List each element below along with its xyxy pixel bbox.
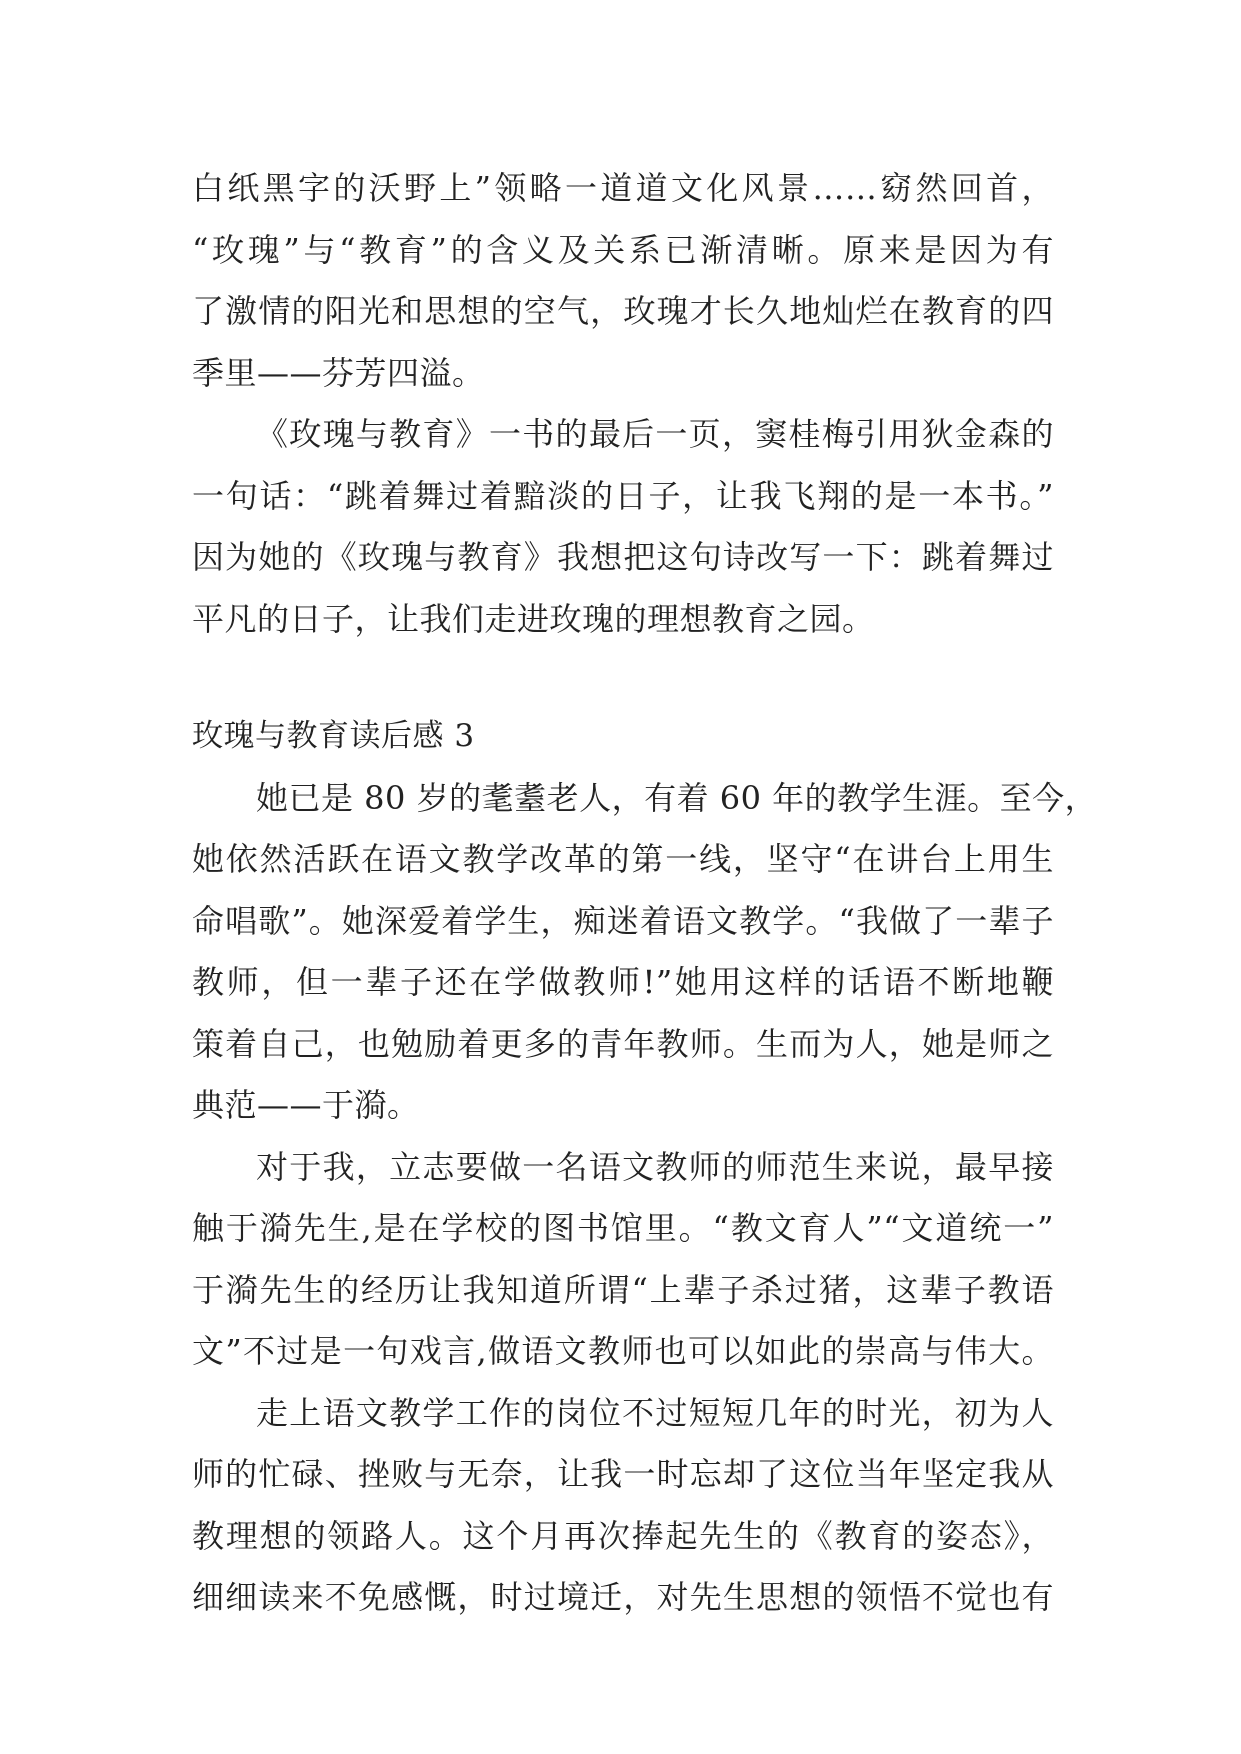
document-page xyxy=(192,158,1098,1629)
text-line: 走上语文教学工作的岗位不过短短几年的时光，初为人 xyxy=(256,1393,1054,1432)
text-line: 细细读来不免感慨，时过境迁，对先生思想的领悟不觉也有 xyxy=(192,1578,1054,1616)
section-title: 玫瑰与教育读后感 3 xyxy=(192,718,475,754)
text-line: 典范——于漪。 xyxy=(192,1086,420,1124)
text-line: 对于我，立志要做一名语文教师的师范生来说，最早接 xyxy=(256,1147,1054,1186)
text-line: 文”不过是一句戏言,做语文教师也可以如此的崇高与伟大。 xyxy=(192,1332,1054,1370)
text-line: 她已是 80 岁的耄耋老人，有着 60 年的教学生涯。至今， xyxy=(256,778,1098,817)
text-line: 季里——芬芳四溢。 xyxy=(192,353,485,392)
paragraph xyxy=(192,404,1054,650)
paragraph xyxy=(192,768,1098,1137)
text-line: “玫瑰”与“教育”的含义及关系已渐清晰。原来是因为有 xyxy=(192,230,1054,269)
text-line: 策着自己，也勉励着更多的青年教师。生而为人，她是师之 xyxy=(192,1024,1054,1063)
paragraph xyxy=(192,1383,1054,1629)
text-line: 她依然活跃在语文教学改革的第一线，坚守“在讲台上用生 xyxy=(192,840,1054,878)
text-line: 一句话：“跳着舞过着黯淡的日子，让我飞翔的是一本书。” xyxy=(192,476,1054,515)
paragraph xyxy=(192,158,1054,404)
text-line: 教师，但一辈子还在学做教师!”她用这样的话语不断地鞭 xyxy=(192,963,1054,1001)
text-line: 命唱歌”。她深爱着学生，痴迷着语文教学。“我做了一辈子 xyxy=(192,901,1054,940)
text-line: 教理想的领路人。这个月再次捧起先生的《教育的姿态》， xyxy=(192,1516,1054,1555)
section-gap xyxy=(192,650,1054,706)
text-line: 《玫瑰与教育》一书的最后一页，窦桂梅引用狄金森的 xyxy=(256,415,1054,453)
text-line: 白纸黑字的沃野上”领略一道道文化风景……窈然回首， xyxy=(192,169,1054,207)
text-line: 平凡的日子，让我们走进玫瑰的理想教育之园。 xyxy=(192,599,875,638)
text-line: 因为她的《玫瑰与教育》我想把这句诗改写一下：跳着舞过 xyxy=(192,538,1054,576)
text-line: 触于漪先生,是在学校的图书馆里。“教文育人”“文道统一” xyxy=(192,1209,1054,1247)
paragraph xyxy=(192,1137,1054,1383)
text-line: 师的忙碌、挫败与无奈，让我一时忘却了这位当年坚定我从 xyxy=(192,1455,1054,1493)
text-line: 于漪先生的经历让我知道所谓“上辈子杀过猪，这辈子教语 xyxy=(192,1270,1054,1309)
text-line: 了激情的阳光和思想的空气，玫瑰才长久地灿烂在教育的四 xyxy=(192,292,1054,330)
